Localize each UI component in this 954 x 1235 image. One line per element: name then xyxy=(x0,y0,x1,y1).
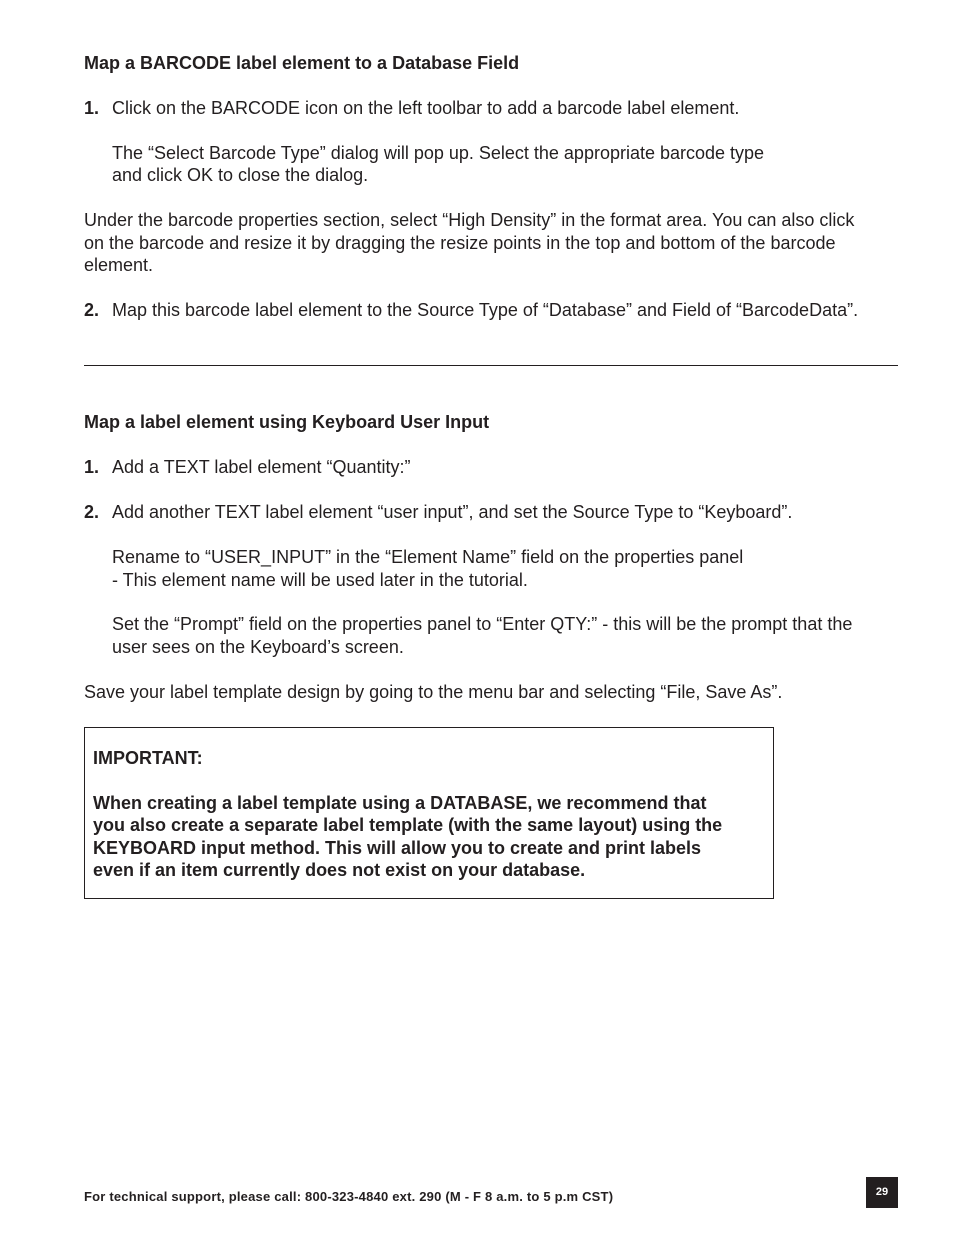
step-subtext-line: and click OK to close the dialog. xyxy=(112,165,369,185)
important-line: even if an item currently does not exist on your database. xyxy=(93,860,586,880)
step-subtext-line: The “Select Barcode Type” dialog will pop up. Select the appropriate barcode type xyxy=(112,143,765,163)
paragraph-line: Under the barcode properties section, select “High Density” in the format area. You can also click xyxy=(84,210,855,230)
step-text: Map this barcode label element to the Source Type of “Database” and Field of “BarcodeData”. xyxy=(112,300,859,320)
important-title: IMPORTANT: xyxy=(93,748,203,768)
step-number: 2. xyxy=(84,502,100,522)
step-text: Click on the BARCODE icon on the left toolbar to add a barcode label element. xyxy=(112,98,740,118)
step-subtext-line: user sees on the Keyboard’s screen. xyxy=(112,637,404,657)
paragraph-line: on the barcode and resize it by dragging the resize points in the top and bottom of the barcode xyxy=(84,233,836,253)
step-number: 2. xyxy=(84,300,100,320)
step-text: Add another TEXT label element “user input”, and set the Source Type to “Keyboard”. xyxy=(112,502,793,522)
important-line: KEYBOARD input method. This will allow you to create and print labels xyxy=(93,838,702,858)
footer-support-text: For technical support, please call: 800-323-4840 ext. 290 (M - F 8 a.m. to 5 p.m CST) xyxy=(84,1189,614,1204)
step-text: Add a TEXT label element “Quantity:” xyxy=(112,457,411,477)
step-number: 1. xyxy=(84,98,100,118)
important-line: you also create a separate label template (with the same layout) using the xyxy=(93,815,723,835)
section-heading-barcode: Map a BARCODE label element to a Database Field xyxy=(84,53,520,73)
important-notice-box xyxy=(84,727,774,899)
paragraph-line: element. xyxy=(84,255,154,275)
step-subtext-line: - This element name will be used later in the tutorial. xyxy=(112,570,528,590)
step-subtext-line: Set the “Prompt” field on the properties panel to “Enter QTY:” - this will be the prompt that the xyxy=(112,614,853,634)
paragraph-line: Save your label template design by going to the menu bar and selecting “File, Save As”. xyxy=(84,682,783,702)
step-number: 1. xyxy=(84,457,100,477)
section-divider xyxy=(84,365,898,366)
page-number: 29 xyxy=(866,1177,898,1208)
section-heading-keyboard: Map a label element using Keyboard User Input xyxy=(84,412,490,432)
step-subtext-line: Rename to “USER_INPUT” in the “Element Name” field on the properties panel xyxy=(112,547,744,567)
important-line: When creating a label template using a DATABASE, we recommend that xyxy=(93,793,707,813)
